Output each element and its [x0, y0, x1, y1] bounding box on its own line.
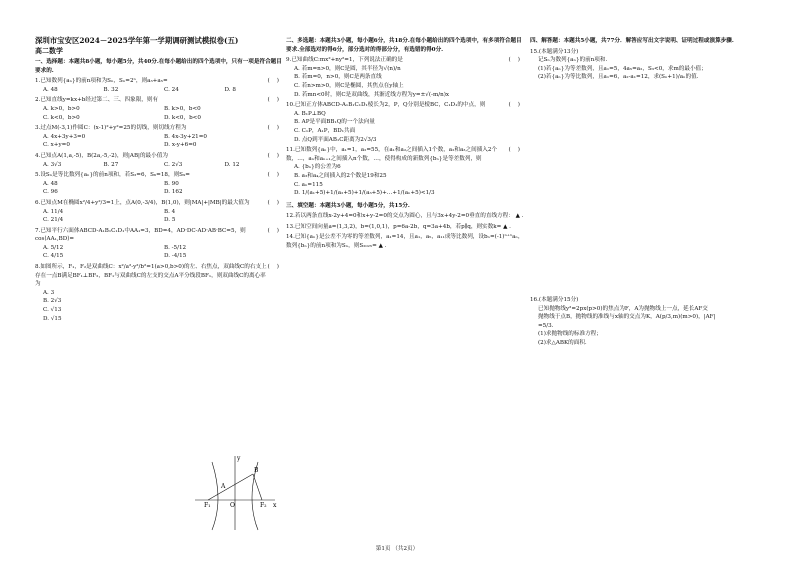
option: D. 12	[224, 161, 240, 168]
page-footer: 第1页 （共2页）	[375, 546, 419, 552]
question-16-line: (2)求△ABK的面积.	[538, 339, 587, 346]
option: D. √15	[43, 315, 62, 322]
question-13: 13.已知空间向量a=(1,3,2)，b=(1,0,1)，p=6a-2b，q=3a+4b，若p∥q，则实数k= ▲ .	[286, 223, 511, 230]
question-8	[35, 263, 285, 323]
answer-paren: ( )	[508, 102, 520, 109]
option: B. 2√3	[43, 298, 62, 305]
option: C. √13	[43, 307, 62, 314]
question-16-line: (1)求抛物线的标准方程；	[538, 331, 602, 338]
option: A. k>0，b>0	[43, 105, 80, 112]
options	[35, 289, 285, 323]
question-6	[35, 199, 285, 225]
options	[35, 161, 285, 170]
option: C. k<0，b>0	[43, 114, 80, 121]
option: D. -4/15	[164, 253, 187, 260]
question-16	[530, 296, 780, 348]
option: D. x-y+6=0	[164, 142, 197, 149]
label-b: B	[254, 467, 259, 474]
question-11	[286, 146, 526, 198]
question-stem-line	[35, 96, 285, 105]
question-stem: 11.已知数列{aₙ}中，a₁=1，a₂=55，在a₁和a₂之间插入1个数，a₂和a₃之间插入2个数，…，aₙ和aₙ₊₁之间插入n个数，…，使得构成的新数列{bₙ}是等差数列，则	[286, 147, 498, 162]
question-1	[35, 77, 285, 94]
answer-paren: ( )	[267, 97, 279, 104]
question-stem-line	[286, 146, 526, 163]
question-stem-line	[35, 124, 285, 133]
exam-title: 深圳市宝安区2024－2025学年第一学期调研测试模拟卷(五)	[35, 36, 239, 45]
hyperbola-figure	[190, 452, 280, 532]
question-stem: 5.设Sₙ是等比数列{aₙ}的前n项和，若S₃=6，S₆=18，则S₉=	[35, 172, 190, 179]
column-2	[286, 36, 526, 251]
question-15-line: (1)若{aₙ}为等差数列，且a₁=5，4a₅=a₂，S₃<0，求m的最小值；	[538, 65, 707, 72]
option: B. 4	[164, 208, 176, 215]
options	[286, 163, 526, 197]
section-1-questions	[35, 77, 285, 323]
label-x: x	[273, 502, 277, 509]
option: C. 若n>m>0，则C是椭圆，其焦点在y轴上	[294, 82, 404, 89]
column-1	[35, 36, 285, 323]
option: C. 96	[43, 189, 58, 196]
exam-subject: 高二数学	[35, 46, 63, 55]
section-3-questions	[286, 212, 526, 250]
options	[35, 105, 285, 122]
question-15-head: 15.(本题满分13分)	[530, 48, 579, 55]
option: D. k<0，b<0	[164, 114, 201, 121]
label-origin: O	[230, 502, 235, 509]
answer-paren: ( )	[508, 147, 520, 154]
label-f2: F₂	[260, 502, 267, 509]
question-16-head: 16.(本题满分15分)	[530, 296, 579, 303]
question-stem-line	[286, 56, 526, 65]
option: B. AP是平面BB₁Q的一个法向量	[294, 119, 375, 126]
option: B. 90	[164, 180, 179, 187]
option: B. 32	[103, 86, 119, 93]
question-16-line: 已知抛物线y²=2px(p>0)的焦点为F，A为抛物线上一点，延长AF交	[538, 305, 708, 312]
label-a: A	[221, 483, 226, 490]
option: A. 48	[43, 86, 58, 93]
question-2	[35, 96, 285, 122]
question-stem: 2.已知直线y=kx+b经过第二、三、四象限，则有	[35, 97, 159, 104]
options	[286, 110, 526, 144]
question-stem-line	[35, 171, 285, 180]
answer-paren: ( )	[267, 264, 279, 271]
question-stem: 4.已知点A(1,a,-5)，B(2a,-5,-2)，则|AB|的最小值为	[35, 152, 168, 159]
question-stem-line	[35, 152, 285, 161]
option: A. {bₙ}的公差为6	[294, 164, 341, 171]
options	[35, 180, 285, 197]
question-4	[35, 152, 285, 169]
option: A. 48	[43, 180, 58, 187]
question-stem-line	[35, 263, 285, 289]
question-stem-line	[35, 77, 285, 86]
option: B. 27	[103, 161, 119, 168]
question-stem: 10.已知正方体ABCD-A₁B₁C₁D₁棱长为2，P，Q分别是棱BC，C₁D₁的中点，则	[286, 102, 486, 109]
option: A. 5/12	[43, 244, 64, 251]
question-10	[286, 101, 526, 144]
question-15-line: 记Sₙ为数列{aₙ}的前n项和.	[538, 57, 608, 64]
column-3	[530, 36, 780, 348]
question-stem: 6.已知点M在椭圆x²/4+y²/3=1上，点A(0,-3/4)，B(1,0)，则|MA|+|MB|的最大值为	[35, 199, 250, 206]
question-14: 14.已知{aₙ}是公差不为零的等差数列，a₁=14，且a₁，a₅，a₁₁成等比数列，设bₙ=(-1)ⁿ⁺¹aₙ，数列{bₙ}的前n项和为Sₙ，则S₂₀₂₅= ▲ .	[286, 234, 524, 250]
question-16-line: =5/3.	[538, 322, 554, 329]
question-15	[530, 48, 780, 82]
question-stem-line	[286, 101, 526, 110]
option: A. 3√3	[43, 161, 62, 168]
option: A. 4x+3y+3=0	[43, 133, 86, 140]
option: D. 点Q到平面AB₁C距离为2√3/3	[294, 136, 377, 143]
question-3	[35, 124, 285, 150]
question-stem: 3.过点M(-3,1)作圆C：(x-1)²+y²=25的切线，则切线方程为	[35, 125, 187, 132]
option: C. C₁P，A₁P，BD₁共面	[294, 127, 356, 134]
options	[286, 65, 526, 99]
question-12: 12.若以两条直线x-2y+4=0和x+y-2=0的交点为圆心，且与3x+4y-2=0垂直的直线方程： ▲ .	[286, 213, 524, 220]
option: D. 1/(a₁+5)+1/(a₂+5)+1/(a₃+5)+…+1/(aₙ+5)<1/3	[294, 190, 435, 197]
option: C. 4/15	[43, 253, 64, 260]
option: D. 5	[164, 217, 176, 224]
question-5	[35, 171, 285, 197]
option: B. a₃和a₄之间插入的2个数是19和25	[294, 172, 387, 179]
answer-paren: ( )	[508, 57, 520, 64]
question-stem: 9.已知曲线C:mx²+ny²=1，下列说法正确的是	[286, 57, 403, 64]
answer-paren: ( )	[267, 78, 279, 85]
question-stem-line	[35, 199, 285, 208]
section-3-heading: 三、填空题：本题共3小题，每小题5分，共15分.	[286, 202, 410, 209]
section-4-heading: 四、解答题：本题共5小题，共77分．解答应写出文字说明、证明过程或演算步骤.	[530, 38, 734, 44]
section-2-heading: 二、多选题：本题共3小题，每小题6分，共18分.在每小题给出的四个选项中，有多项符合题目要求.全部选对的得6分，部分选对的得部分分，有选错的得0分.	[286, 38, 522, 53]
options	[35, 133, 285, 150]
option: B. 若m=0，n>0，则C是两条直线	[294, 74, 382, 81]
answer-paren: ( )	[267, 152, 279, 159]
label-f1: F₁	[204, 502, 211, 509]
question-9	[286, 56, 526, 99]
option: D. 8	[224, 86, 236, 93]
option: B. -5/12	[164, 244, 187, 251]
section-1-heading: 一、选择题：本题共8小题，每小题5分，共40分.在每小题给出的四个选项中，只有一项是符合题目要求的.	[35, 59, 282, 74]
option: A. B₁P⊥BQ	[294, 110, 326, 117]
option: A. 3	[43, 289, 55, 296]
option: D. 若mn<0时，则C是双曲线，其渐近线方程为y=±√(-m/n)x	[294, 91, 450, 98]
options	[35, 86, 285, 95]
label-y: y	[237, 455, 241, 462]
option: C. 2√3	[164, 161, 183, 168]
options	[35, 244, 285, 261]
question-7	[35, 227, 285, 261]
option: C. 24	[164, 86, 179, 93]
segment-bf1	[208, 474, 253, 500]
option: C. aₙ=115	[294, 181, 323, 188]
answer-paren: ( )	[267, 172, 279, 179]
answer-paren: ( )	[267, 227, 279, 234]
question-15-line: (2)若{aₙ}为等比数列，且a₁=6，a₂-a₁=12，求(Sₙ+1)/aₙ的值.	[538, 74, 699, 81]
option: B. k>0，b<0	[164, 105, 201, 112]
option: D. 162	[164, 189, 183, 196]
question-stem: 1.已知数列{aₙ}的前n项和为Sₙ，Sₙ=2ⁿ，则a₃+a₅=	[35, 78, 168, 85]
option: C. 21/4	[43, 217, 64, 224]
option: C. x+y=0	[43, 142, 70, 149]
option: A. 11/4	[43, 208, 64, 215]
question-16-line: 抛物线于点B，抛物线的准线与x轴的交点为K，A(p/3,m)(m>0)，|AF|	[538, 314, 716, 321]
question-stem-line	[35, 227, 285, 244]
answer-paren: ( )	[267, 199, 279, 206]
options	[35, 208, 285, 225]
option: B. 4x-3y+21=0	[164, 133, 207, 140]
question-stem: 8.如图所示，F₁，F₂是双曲线C：x²/a²-y²/b²=1(a>0,b>0)的左、右焦点，双曲线C的右支上存在一点B满足BF₁⊥BF₂，BF₁与双曲线C的左支的交点A平分线段BF₁，则双曲线C的离心率为	[35, 264, 267, 288]
segment-bf2	[253, 474, 262, 500]
question-stem: 7.已知平行六面体ABCD-A₁B₁C₁D₁中AA₁=3，BD=4，AD·DC-AD·AB·BC=5，则cos⟨AA₁,BD⟩=	[35, 227, 246, 243]
option: A. 若m=n>0，则C是圆，其半径为√(n)/n	[294, 65, 401, 72]
answer-paren: ( )	[267, 125, 279, 132]
section-2-questions	[286, 56, 526, 198]
